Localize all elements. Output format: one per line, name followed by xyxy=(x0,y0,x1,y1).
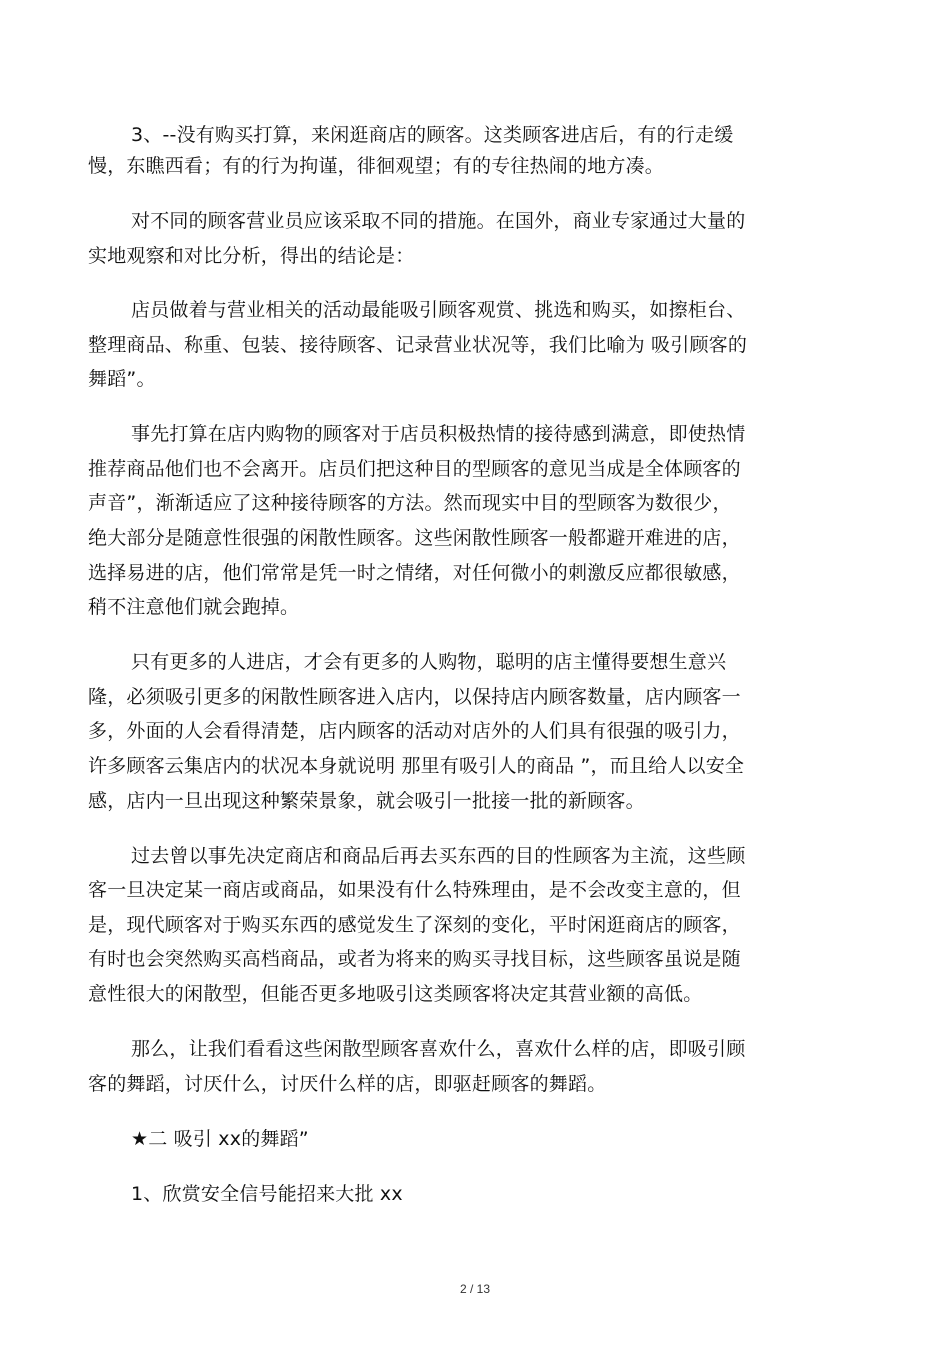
paragraph-line: 整理商品、称重、包装、接待顾客、记录营业状况等，我们比喻为 吸引顾客的 xyxy=(88,334,748,356)
paragraph-line: 只有更多的人进店，才会有更多的人购物，聪明的店主懂得要想生意兴 xyxy=(131,651,727,673)
section-heading: ★二 吸引 xx的舞蹈” xyxy=(131,1128,309,1150)
paragraph-line: 选择易进的店，他们常常是凭一时之情绪，对任何微小的刺激反应都很敏感， xyxy=(88,562,741,584)
paragraph-line: 意性很大的闲散型，但能否更多地吸引这类顾客将决定其营业额的高低。 xyxy=(88,983,703,1005)
subsection-heading: 1、欣赏安全信号能招来大批 xx xyxy=(131,1183,403,1205)
paragraph-line: 慢，东瞧西看；有的行为拘谨，徘徊观望；有的专往热闹的地方凑。 xyxy=(88,155,665,177)
paragraph-line: 那么，让我们看看这些闲散型顾客喜欢什么，喜欢什么样的店，即吸引顾 xyxy=(131,1038,746,1060)
paragraph-line: 有时也会突然购买高档商品，或者为将来的购买寻找目标，这些顾客虽说是随 xyxy=(88,948,741,970)
paragraph-line: 事先打算在店内购物的顾客对于店员积极热情的接待感到满意，即使热情 xyxy=(131,423,746,445)
paragraph-line: 隆，必须吸引更多的闲散性顾客进入店内，以保持店内顾客数量，店内顾客一 xyxy=(88,686,741,708)
paragraph-line: 店员做着与营业相关的活动最能吸引顾客观赏、挑选和购买，如擦柜台、 xyxy=(131,299,746,321)
paragraph-line: 绝大部分是随意性很强的闲散性顾客。这些闲散性顾客一般都避开难进的店， xyxy=(88,527,741,549)
paragraph-line: 多，外面的人会看得清楚，店内顾客的活动对店外的人们具有很强的吸引力， xyxy=(88,720,741,742)
paragraph-line: 许多顾客云集店内的状况本身就说明 那里有吸引人的商品 ”，而且给人以安全 xyxy=(88,755,745,777)
paragraph-line: 舞蹈”。 xyxy=(88,368,156,390)
paragraph-line: 稍不注意他们就会跑掉。 xyxy=(88,596,300,618)
paragraph-line: 推荐商品他们也不会离开。店员们把这种目的型顾客的意见当成是全体顾客的 xyxy=(88,458,741,480)
paragraph-line: 客一旦决定某一商店或商品，如果没有什么特殊理由，是不会改变主意的，但 xyxy=(88,879,741,901)
paragraph-line: 客的舞蹈，讨厌什么，讨厌什么样的店，即驱赶顾客的舞蹈。 xyxy=(88,1073,607,1095)
paragraph-line: 3、--没有购买打算，来闲逛商店的顾客。这类顾客进店后，有的行走缓 xyxy=(131,124,734,146)
paragraph-line: 是，现代顾客对于购买东西的感觉发生了深刻的变化，平时闲逛商店的顾客， xyxy=(88,914,741,936)
paragraph-line: 实地观察和对比分析，得出的结论是： xyxy=(88,245,415,267)
paragraph-line: 过去曾以事先决定商店和商品后再去买东西的目的性顾客为主流，这些顾 xyxy=(131,845,746,867)
paragraph-line: 声音”，渐渐适应了这种接待顾客的方法。然而现实中目的型顾客为数很少， xyxy=(88,492,732,514)
page-number: 2 / 13 xyxy=(459,1282,491,1296)
paragraph-line: 感，店内一旦出现这种繁荣景象，就会吸引一批接一批的新顾客。 xyxy=(88,790,645,812)
paragraph-line: 对不同的顾客营业员应该采取不同的措施。在国外，商业专家通过大量的 xyxy=(131,210,746,232)
